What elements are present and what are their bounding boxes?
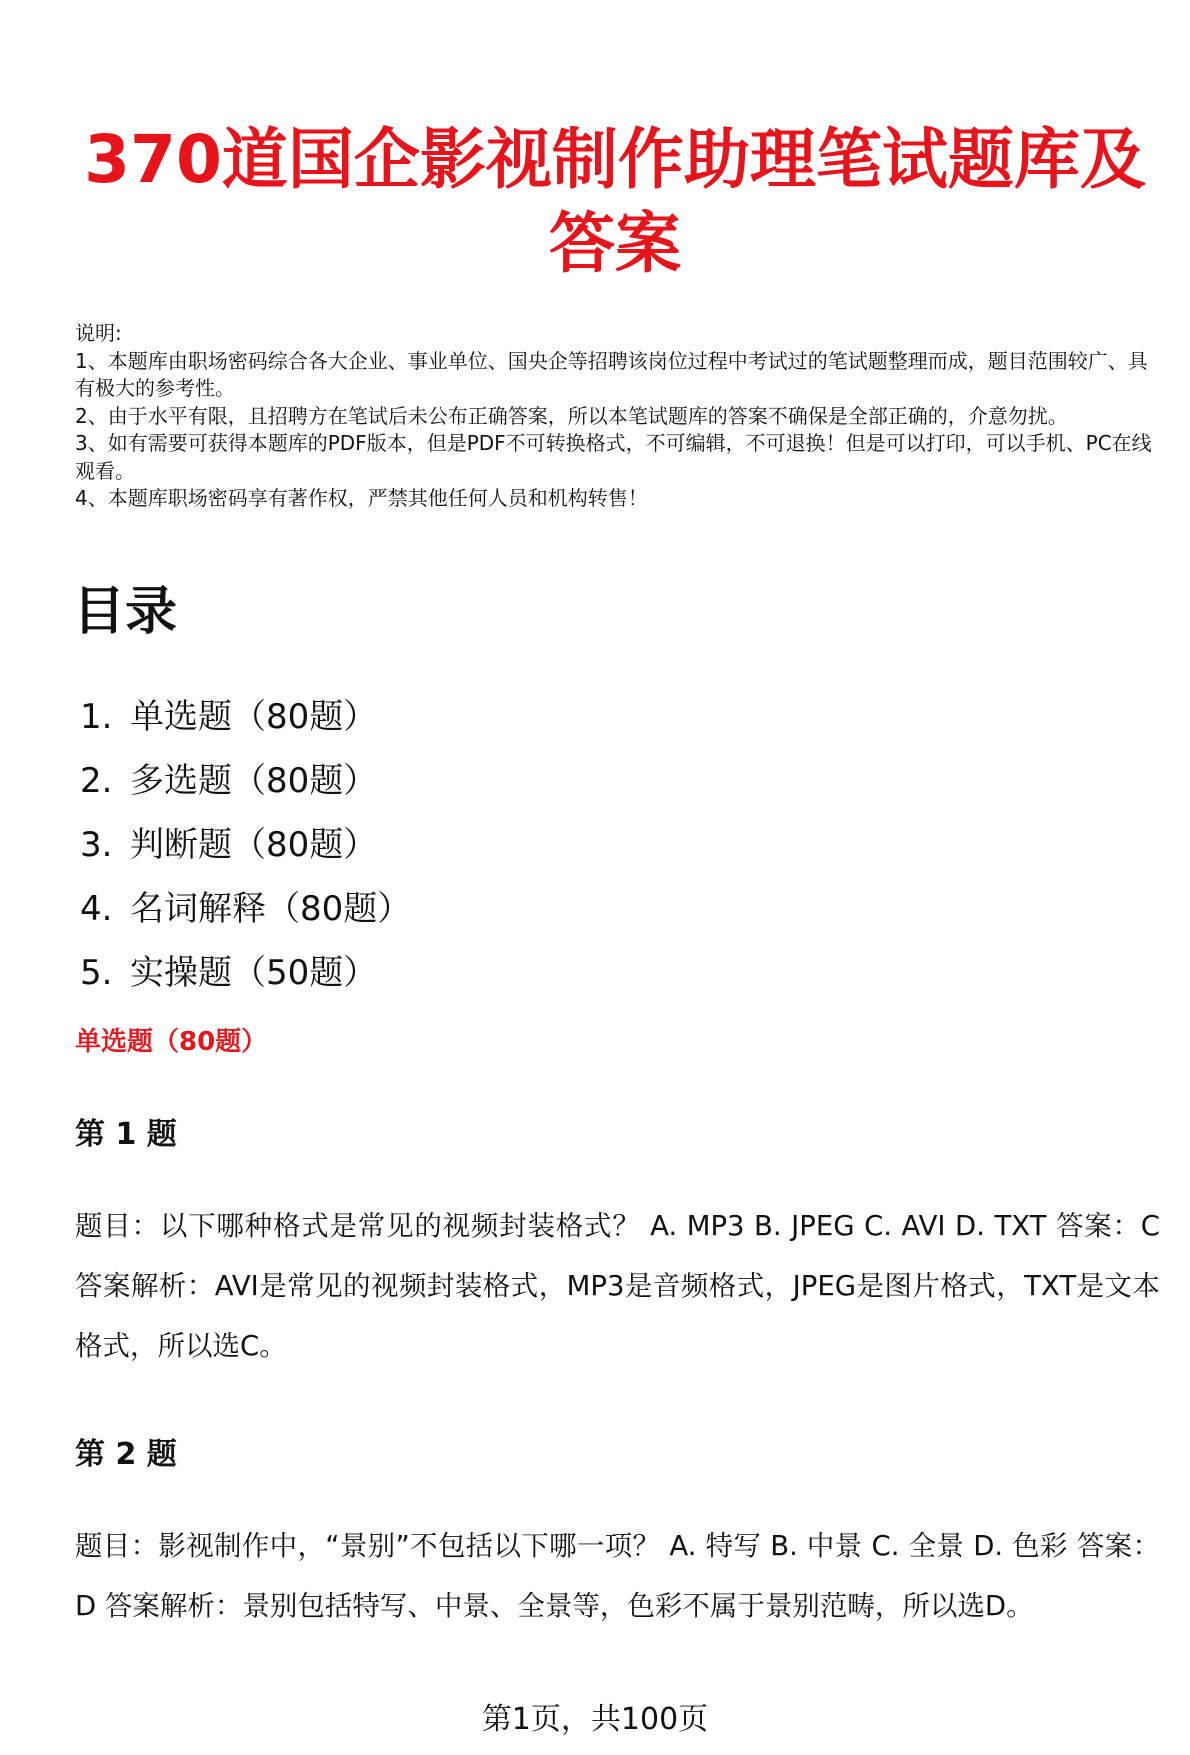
question-heading: 第 2 题 [75,1437,177,1472]
toc-item-label: 判断题（80题） [130,825,378,865]
toc-item-single-choice[interactable] [80,685,411,749]
toc-item-practical[interactable] [80,941,411,1005]
notes-item: 2、由于水平有限，且招聘方在笔试后未公布正确答案，所以本笔试题库的答案不确保是全部正确的，介意勿扰。 [75,403,1068,428]
document-title: 370道国企影视制作助理笔试题库及答案 [84,121,1146,282]
toc-item-term-definition[interactable] [80,877,411,941]
question-body: 题目：影视制作中，“景别”不包括以下哪一项？ A. 特写 B. 中景 C. 全景 D. 色彩 答案：D 答案解析：景别包括特写、中景、全景等，色彩不属于景别范畴，所以选D。 [75,1530,1160,1622]
page-footer: 第1页，共100页 [481,1702,709,1737]
question-heading: 第 1 题 [75,1117,177,1152]
toc-item-label: 实操题（50题） [130,953,378,993]
question-body: 题目：以下哪种格式是常见的视频封装格式？ A. MP3 B. JPEG C. AVI D. TXT 答案：C 答案解析：AVI是常见的视频封装格式，MP3是音频格式，JPEG是图片格式，TXT是文本格式，所以选C。 [75,1210,1160,1362]
notes-item: 1、本题库由职场密码综合各大企业、事业单位、国央企等招聘该岗位过程中考试过的笔试题整理而成，题目范围较广、具有极大的参考性。 [75,348,1148,400]
notes-item: 4、本题库职场密码享有著作权，严禁其他任何人员和机构转售！ [75,486,648,510]
toc-item-number: 5. [80,953,113,993]
notes-block [75,320,1155,513]
toc-item-label: 单选题（80题） [130,697,378,737]
toc-list [80,685,411,1005]
section-title: 单选题（80题） [75,1027,268,1057]
toc-item-multiple-choice[interactable] [80,749,411,813]
toc-item-true-false[interactable] [80,813,411,877]
notes-label: 说明: [75,321,122,345]
notes-item: 3、如有需要可获得本题库的PDF版本，但是PDF不可转换格式，不可编辑，不可退换！但是可以打印，可以手机、PC在线观看。 [75,431,1152,483]
toc-item-number: 2. [80,761,113,801]
toc-item-number: 3. [80,825,113,865]
toc-item-label: 名词解释（80题） [130,889,412,929]
toc-item-number: 4. [80,889,113,929]
toc-heading: 目录 [73,582,178,642]
toc-item-number: 1. [80,697,113,737]
toc-item-label: 多选题（80题） [130,761,378,801]
